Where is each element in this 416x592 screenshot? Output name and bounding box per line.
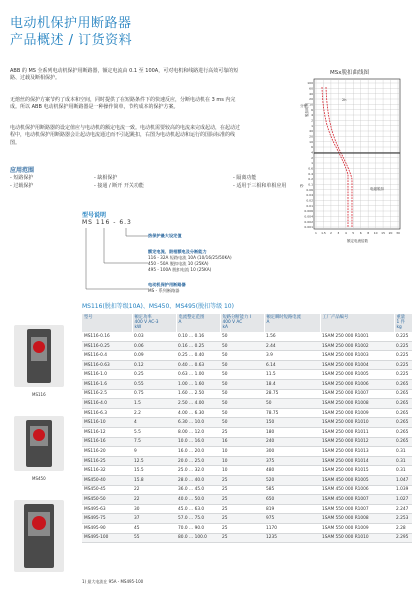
table-cell: 0.31 [394,466,412,476]
table-cell: MS116-2.5 [82,389,132,399]
table-cell: 0.265 [394,380,412,390]
model-frame-label: 额定电流、限相额电及分断能力 116 - 32A 短路电流 10A (10/16/25/50KA) 450 - 50A 脱扣电流 10 (25KA) 495 - 100A 脱扣电流 10 (25KA) [148,249,232,272]
model-code-leaders [82,226,152,294]
table-row [82,495,412,505]
table-cell: 1.60 … 2.50 [176,389,220,399]
applications-col-2 [94,174,144,190]
table-cell: 15.5 [132,466,176,476]
table-cell: MS450-45 [82,485,132,495]
curve-y-tick: 0.002 [304,219,313,224]
spec-table-body [82,332,412,543]
table-row [82,504,412,514]
table-row [82,418,412,428]
table-cell: 8.00 … 12.0 [176,428,220,438]
table-cell: 22 [132,495,176,505]
table-row [82,370,412,380]
table-row [82,360,412,370]
table-cell: 50 [220,418,264,428]
model-code: MS 116 - 6.3 [82,219,132,226]
curve-y-tick: 1 [311,161,313,166]
table-header-cell: 额定瞬时短路电流 A [264,314,320,332]
table-cell: 1SAM 250 000 R1001 [320,332,394,342]
table-row [82,428,412,438]
table-cell: 5.5 [132,428,176,438]
curve-y-tick: 4 [311,150,313,155]
table-cell: MS495-100 [82,533,132,543]
table-cell: 1SAM 250 000 R1015 [320,466,394,476]
curve-x-tick: 30 [396,231,400,235]
curve-y-tick: 6 [311,107,313,112]
table-row [82,533,412,543]
table-cell: 0.40 … 0.63 [176,360,220,370]
table-cell: 45.0 … 63.0 [176,504,220,514]
curve-y-tick: 20 [309,134,313,139]
table-cell: 0.03 [132,332,176,342]
table-cell: 55 [132,533,176,543]
table-cell: 1SAM 250 000 R1007 [320,389,394,399]
curve-ylabel: 脱扣时间 [305,103,309,117]
table-cell: 25 [220,476,264,486]
table-row [82,456,412,466]
application-item: - 隔离功能 [233,175,257,181]
table-cell: 819 [264,504,320,514]
table-cell: 4 [132,418,176,428]
section-title: MS116(脱扣等级10A)、MS450、MS495(脱扣等级 10) [82,303,234,310]
table-cell: 50 [220,341,264,351]
curve-y-tick: 100 [307,81,313,86]
table-header-cell: 重量 1 件 kg [394,314,412,332]
table-cell: MS495-63 [82,504,132,514]
curve-y-tick: 2 [311,118,313,123]
table-cell: 4.00 … 6.30 [176,408,220,418]
curve-y-tick: 10 [309,102,313,107]
table-cell: 0.31 [394,447,412,457]
curve-y-tick: 4 [311,113,313,118]
curve-y-tick: 2 [311,155,313,160]
table-cell: 0.225 [394,360,412,370]
curve-y-tick: 0.01 [306,203,313,208]
curve-x-tick: 10 [373,231,378,235]
table-cell: 22 [132,485,176,495]
curve-xlabel: 额定电流倍数 [347,239,368,243]
table-cell: 520 [264,476,320,486]
table-cell: 0.16 … 0.25 [176,341,220,351]
table-row [82,408,412,418]
table-cell: 1SAM 250 000 R1011 [320,428,394,438]
application-item: - 短路保护 [10,175,34,181]
table-cell: MS116-0.16 [82,332,132,342]
table-row [82,332,412,342]
curve-x-tick: 6 [359,231,362,235]
table-cell: 1SAM 450 000 R1006 [320,485,394,495]
table-header-cell: 短路分断能力 I 400 V AC kA [220,314,264,332]
table-cell: 0.10 … 0.16 [176,332,220,342]
table-cell: 0.12 [132,360,176,370]
table-cell: 480 [264,466,320,476]
table-cell: 50 [220,370,264,380]
table-cell: 25 [220,523,264,533]
table-cell: 1SAM 450 000 R1005 [320,476,394,486]
table-cell: 1.56 [264,332,320,342]
table-cell: 1235 [264,533,320,543]
spec-table [82,314,413,543]
table-cell: 36.0 … 45.0 [176,485,220,495]
table-cell: MS116-12 [82,428,132,438]
table-cell: 1SAM 250 000 R1006 [320,380,394,390]
curve-y-tick: 0.04 [306,193,313,198]
table-cell: 25 [220,533,264,543]
table-cell: 0.63 … 1.00 [176,370,220,380]
table-cell: 1SAM 250 000 R1003 [320,351,394,361]
table-cell: 0.31 [394,456,412,466]
table-cell: 0.225 [394,370,412,380]
curve-y-tick: 1 [311,123,313,128]
table-cell: 25 [220,504,264,514]
curve-title: MSx脱扣曲线图 [330,70,369,76]
model-series-label: 电动机保护用断路器 MS - 系列断路器 [148,282,186,293]
table-cell: MS116-32 [82,466,132,476]
table-cell: 30 [132,504,176,514]
table-cell: 0.55 [132,380,176,390]
table-cell: 50 [220,380,264,390]
table-row [82,447,412,457]
table-cell: MS116-0.63 [82,360,132,370]
intro-paragraph-3: 电动机保护用断路器的设定值应与电动机的额定电流一致。电动机需要较高的电流来完成起动，在起动过程中，电动机保护用断路器会让起动电流通过而不引起跳扣，右图为电动机起动和运行的国际标准的线图。 [10,125,241,146]
application-item: - 缺相保护 [94,175,118,181]
table-cell: 1SAM 250 000 R1008 [320,399,394,409]
table-cell: MS450-50 [82,495,132,505]
table-cell: 10 [220,447,264,457]
table-cell: 1SAM 250 000 R1012 [320,437,394,447]
table-cell: 0.06 [132,341,176,351]
model-title: 型号说明 [82,212,107,219]
table-header-cell: 额定功率 400 V AC-3 kW [132,314,176,332]
table-cell: 50 [220,360,264,370]
table-cell: 0.265 [394,437,412,447]
curve-y-tick: 0.06 [306,187,313,192]
table-row [82,523,412,533]
table-cell: 80.0 … 100.0 [176,533,220,543]
table-cell: 70.0 … 90.0 [176,523,220,533]
table-cell: 25 [220,514,264,524]
table-cell: 1SAM 250 000 R1005 [320,370,394,380]
curve-x-tick: 20 [388,231,393,235]
curve-x-ticks [315,231,400,235]
curve-y-tick: 10 [309,139,313,144]
table-cell: 1.5 [132,399,176,409]
table-cell: 1SAM 550 000 R1008 [320,514,394,524]
table-cell: 1170 [264,523,320,533]
spec-table-header [82,314,412,332]
table-cell: 1.039 [394,485,412,495]
table-cell: 2.44 [264,341,320,351]
ms495-product-photo [14,500,64,572]
table-cell: 975 [264,514,320,524]
table-cell: 0.225 [394,332,412,342]
table-cell: 0.225 [394,341,412,351]
table-cell: 6.30 … 10.0 [176,418,220,428]
table-cell: 20.0 … 25.0 [176,456,220,466]
applications-col-1 [10,174,33,190]
table-cell: 1SAM 450 000 R1007 [320,495,394,505]
curve-x-tick: 1.5 [321,231,326,235]
table-header-cell: 电流整定范围 A [176,314,220,332]
table-cell: MS116-0.4 [82,351,132,361]
table-cell: 1SAM 250 000 R1013 [320,447,394,457]
table-cell: MS116-1.0 [82,370,132,380]
table-row [82,514,412,524]
application-item: - 适用于三相和单相应用 [233,183,287,189]
table-cell: 2.2 [132,408,176,418]
table-cell: 78.75 [264,408,320,418]
applications-title: 应用范围 [10,167,35,174]
ms116-photo-label: MS116 [32,392,46,397]
table-cell: 0.265 [394,408,412,418]
table-cell: 1SAM 550 000 R1009 [320,523,394,533]
table-cell: 50 [220,332,264,342]
ms450-photo-label: MS450 [32,476,46,481]
table-cell: 1SAM 250 000 R1002 [320,341,394,351]
curve-y-tick: 0.006 [304,209,313,214]
table-cell: 1SAM 250 000 R1010 [320,418,394,428]
curve-y-tick: 0.6 [308,166,313,171]
table-cell: MS116-16 [82,437,132,447]
table-row [82,399,412,409]
trip-curve-chart [292,77,408,247]
table-cell: 9 [132,447,176,457]
table-cell: 1SAM 250 000 R1004 [320,360,394,370]
model-current-label: 热保护最大设定值 [148,233,182,238]
curve-2h-label: 2h [342,98,347,102]
table-cell: 2.50 … 4.00 [176,399,220,409]
table-cell: 25 [220,428,264,438]
curve-x-tick: 4 [344,231,347,235]
table-cell: 40.0 … 50.0 [176,495,220,505]
table-cell: MS116-0.25 [82,341,132,351]
table-cell: 1SAM 250 000 R1009 [320,408,394,418]
table-cell: 25 [220,485,264,495]
curve-x-tick: 15 [381,231,386,235]
table-cell: 10 [220,466,264,476]
intro-paragraph-2: 无熔丝的保护方案节约了成本和空间，同时提供了在短路条件下的快速反应，分断电动机在 3 ms 内完成。所以 ABB 电动机保护用断路器是一种操作简单，节约成本的保护方案。 [10,97,236,111]
table-cell: 0.09 [132,351,176,361]
table-cell: 15.8 [132,476,176,486]
curve-minute-label: 分钟 [300,104,307,108]
table-cell: MS116-6.3 [82,408,132,418]
application-item: - 接通 / 断开 开关功能 [94,183,144,189]
applications-col-3 [233,174,286,190]
table-cell: 10 [220,456,264,466]
table-cell: 1SAM 550 000 R1007 [320,504,394,514]
table-cell: 0.265 [394,389,412,399]
table-cell: 0.265 [394,418,412,428]
curve-y-tick: 60 [309,86,313,91]
table-cell: 2.247 [394,504,412,514]
table-cell: 180 [264,428,320,438]
curve-second-label: 秒 [300,184,304,188]
table-cell: 1.047 [394,476,412,486]
ms450-product-photo [14,416,64,471]
table-cell: 18.4 [264,380,320,390]
table-row [82,351,412,361]
curve-y-tick: 0.001 [304,225,313,230]
curve-x-tick: 8 [367,231,370,235]
table-cell: MS495-90 [82,523,132,533]
table-cell: MS116-4.0 [82,399,132,409]
curve-y-tick: 40 [309,91,313,96]
table-cell: 2.295 [394,533,412,543]
table-cell: 2.253 [394,514,412,524]
table-cell: 12.5 [132,456,176,466]
curve-y-tick: 0.1 [308,182,313,187]
table-cell: 28.75 [264,389,320,399]
curve-y-tick: 40 [309,129,313,134]
curve-y-tick: 0.02 [306,198,313,203]
curve-y-tick: 0.004 [304,214,313,219]
table-cell: 0.25 … 0.40 [176,351,220,361]
curve-magnetic-label: 电磁脱扣 [370,187,384,191]
curve-x-tick: 5 [352,231,355,235]
table-row [82,341,412,351]
table-row [82,476,412,486]
table-cell: 25 [220,495,264,505]
table-cell: 25.0 … 32.0 [176,466,220,476]
table-cell: 28.0 … 40.0 [176,476,220,486]
table-row [82,437,412,447]
table-cell: 50 [220,351,264,361]
table-cell: 16.0 … 20.0 [176,447,220,457]
table-cell: 2.28 [394,523,412,533]
table-cell: 16 [220,437,264,447]
table-cell: MS495-75 [82,514,132,524]
table-cell: 57.0 … 75.0 [176,514,220,524]
table-footnote: 1) 最大电流在 95A - MS495-100 [82,579,144,584]
table-cell: MS116-25 [82,456,132,466]
table-cell: 375 [264,456,320,466]
table-row [82,389,412,399]
table-cell: 0.75 [132,389,176,399]
curve-y-tick: 6 [311,145,313,150]
table-cell: 50 [220,399,264,409]
table-cell: 50 [220,408,264,418]
curve-y-tick: 0.4 [308,171,313,176]
table-cell: 45 [132,523,176,533]
curve-x-tick: 2 [329,231,332,235]
table-cell: 650 [264,495,320,505]
ms116-product-photo [14,325,64,387]
table-cell: 585 [264,485,320,495]
table-cell: 0.265 [394,428,412,438]
table-cell: 1SAM 550 000 R1010 [320,533,394,543]
table-header-cell: 型号 [82,314,132,332]
table-cell: 50 [264,399,320,409]
curve-y-tick: 0.2 [308,177,313,182]
table-cell: 50 [220,389,264,399]
table-cell: 300 [264,447,320,457]
table-cell: 240 [264,437,320,447]
table-cell: 7.5 [132,437,176,447]
page-title: 电动机保护用断路器 [10,16,132,31]
curve-y-tick: 20 [309,97,313,102]
table-cell: 11.5 [264,370,320,380]
table-header-cell: 工厂产品编号 [320,314,394,332]
table-cell: 1.00 … 1.60 [176,380,220,390]
table-cell: 3.9 [264,351,320,361]
application-item: - 过载保护 [10,183,34,189]
curve-x-tick: 1 [315,231,317,235]
table-cell: MS450-40 [82,476,132,486]
table-cell: 1.027 [394,495,412,505]
table-row [82,485,412,495]
table-cell: 0.265 [394,399,412,409]
table-row [82,466,412,476]
table-cell: 0.25 [132,370,176,380]
table-cell: MS116-20 [82,447,132,457]
table-cell: 0.225 [394,351,412,361]
table-cell: 1SAM 250 000 R1014 [320,456,394,466]
intro-paragraph-1: ABB 的 MS 全系列电动机保护用断路器，额定电流由 0.1 至 100A，可对电机和线路进行高效可靠的短路、过载及断相保护。 [10,68,239,82]
table-cell: 6.14 [264,360,320,370]
table-row [82,380,412,390]
table-cell: MS116-10 [82,418,132,428]
page-subtitle: 产品概述 / 订货资料 [10,33,133,48]
curve-x-tick: 3 [337,231,340,235]
table-cell: 10.0 … 16.0 [176,437,220,447]
table-cell: MS116-1.6 [82,380,132,390]
table-cell: 150 [264,418,320,428]
table-cell: 37 [132,514,176,524]
